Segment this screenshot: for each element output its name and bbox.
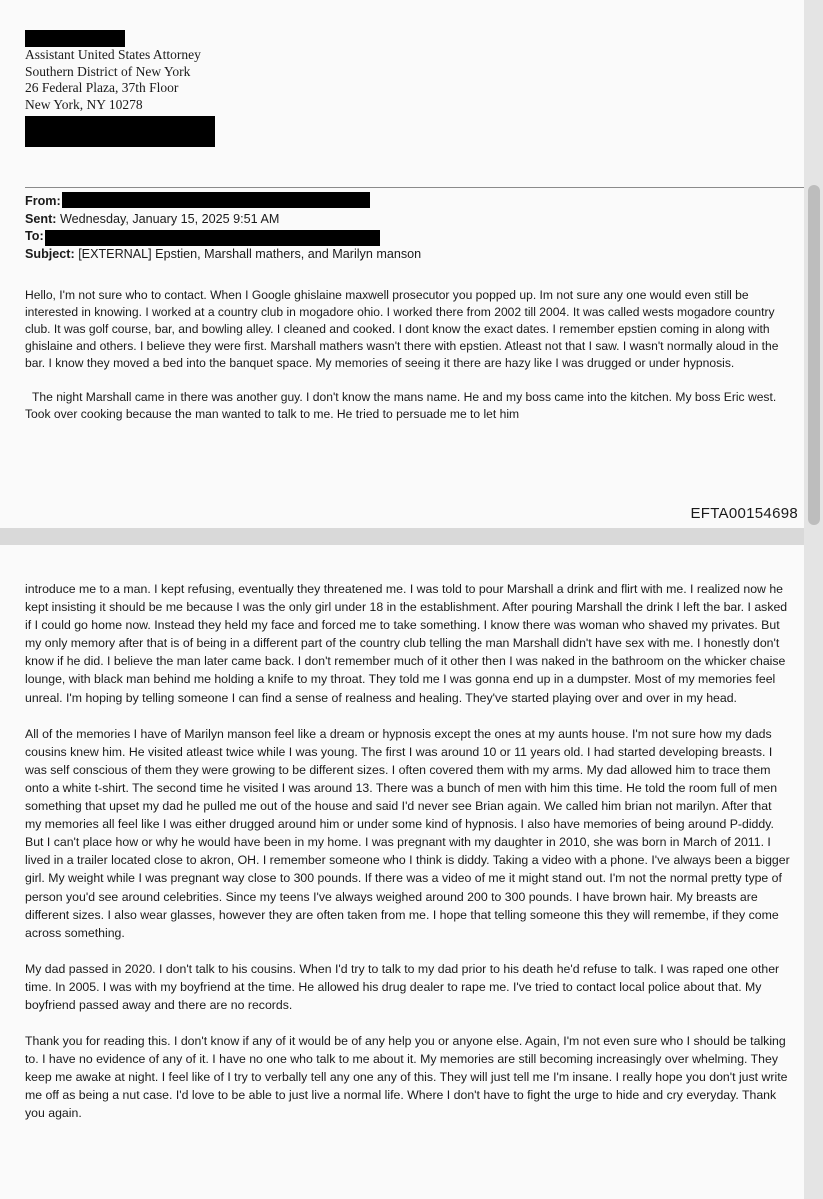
to-label: To:	[25, 229, 44, 243]
sent-row	[25, 211, 421, 229]
redaction-to	[45, 230, 380, 246]
document-page-1	[0, 0, 804, 528]
from-label: From:	[25, 194, 61, 208]
email-body-page-1	[25, 287, 785, 423]
redaction-from	[62, 192, 370, 208]
page-id-stamp: EFTA00154698	[690, 505, 798, 522]
body-paragraph: The night Marshall came in there was another guy. I don't know the mans name. He and my boss came into the kitchen. My boss Eric west. Took over cooking because the man wanted to talk to me. He tried to persuade me to let him	[25, 390, 777, 421]
address-line-1: Assistant United States Attorney	[25, 47, 201, 62]
body-paragraph: My dad passed in 2020. I don't talk to his cousins. When I'd try to talk to my dad prior to his death he'd refuse to talk. I was raped one other time. In 2005. I was with my boyfriend at the time. He allowed his drug dealer to rape me. I've tried to contact local police about that. My boyfriend passed away and there are no records.	[25, 961, 780, 1012]
body-paragraph: Hello, I'm not sure who to contact. When I Google ghislaine maxwell prosecutor you popped up. Im not sure any one would even still be interested in knowing. I worked at a country club in mogadore ohio. I worked there from 2002 till 2004. It was called wests mogadore country club. It was golf course, bar, and bowling alley. I cleaned and cooked. I dont know the exact dates. I remember epstien coming in along with ghislaine and others. I believe they were first. Marshall mathers wasn't there with epstien. Atleast not that I saw. I wasn't normally aloud in the bar. I know they moved a bed into the banquet space. My memories of seeing it there are hazy like I was drugged or under hypnosis.	[25, 288, 779, 370]
email-body-page-2	[25, 580, 790, 1123]
body-paragraph: Thank you for reading this. I don't know if any of it would be of any help you or anyone else. Again, I'm not even sure who I should be talking to. I have no evidence of any of it. I have no one who talk to me about it. My memories are still becoming increasingly over whelming. They keep me awake at night. I feel like of I try to verbally tell any one any of this. They will just tell me I'm insane. I really hope you don't just write me off as being a nut case. I'd love to be able to just live a normal life. Where I don't have to fight the urge to hide and cry everyday. Thank you again.	[25, 1034, 788, 1121]
body-paragraph: introduce me to a man. I kept refusing, eventually they threatened me. I was told to pour Marshall a drink and flirt with me. I realized now he kept insisting it should be me because I was the only girl under 18 in the establishment. After pouring Marshall the drink I left the bar. I asked if I could go home now. Instead they held my face and forced me to take something. I know there was woman who shaved my privates. But my only memory after that is of being in a different part of the country club telling the man Marshall didn't have sex with me. I honestly don't know if he did. I believe the man later came back. I don't remember much of it other then I was naked in the bathroom on the whicker chaise lounge, with black man behind me holding a knife to my throat. They told me I was gonna end up in a dumpster. Most of my memories feel unreal. I'm hoping by telling someone I can find a sense of realness and healing. They've started playing over and over in my head.	[25, 582, 788, 705]
subject-label: Subject:	[25, 246, 75, 261]
header-divider	[25, 187, 804, 188]
redaction-block	[25, 116, 215, 147]
vertical-scrollbar[interactable]	[804, 0, 823, 1199]
recipient-address	[25, 47, 201, 113]
scrollbar-thumb[interactable]	[808, 185, 820, 525]
address-line-3: 26 Federal Plaza, 37th Floor	[25, 80, 179, 95]
address-line-2: Southern District of New York	[25, 63, 191, 79]
subject-value: [EXTERNAL] Epstien, Marshall mathers, and Marilyn manson	[78, 246, 422, 261]
sent-value: Wednesday, January 15, 2025 9:51 AM	[59, 211, 280, 226]
address-line-4: New York, NY 10278	[25, 96, 143, 112]
redaction-name	[25, 30, 125, 47]
subject-row	[25, 246, 421, 264]
body-paragraph: All of the memories I have of Marilyn manson feel like a dream or hypnosis except the ones at my aunts house. I'm not sure how my dads cousins knew him. He visited atleast twice while I was young. The first I was around 10 or 11 years old. I had started developing breasts. I was self conscious of them they were growing to be different sizes. I often covered them with my arms. My dad allowed him to trace them onto a white t-shirt. The second time he visited I was around 13. There was a bunch of men with him this time. He told the room full of men something that upset my dad he pulled me out of the house and said I'd never see Brian again. We called him brian not marilyn. After that my memories all feel like I was either drugged around him or under some kind of hypnosis. I also have memories of being around P-diddy. But I can't place how or why he would have been in my home. I was pregnant with my daughter in 2010, she was born in March of 2011. I lived in a trailer located close to akron, OH. I remember someone who I think is diddy. Taking a video with a phone. I've always been a bigger girl. My weight while I was pregnant way close to 300 pounds. If there was a video of me it might stand out. I'm not the normal pretty type of person you'd see around celebrities. Since my teens I've always weighed around 200 to 300 pounds. I have brown hair. My breasts are different sizes. I also wear glasses, however they are often taken from me. I hope that telling someone this they will remembe, if they come across something.	[25, 726, 790, 940]
sent-label: Sent:	[25, 211, 57, 226]
